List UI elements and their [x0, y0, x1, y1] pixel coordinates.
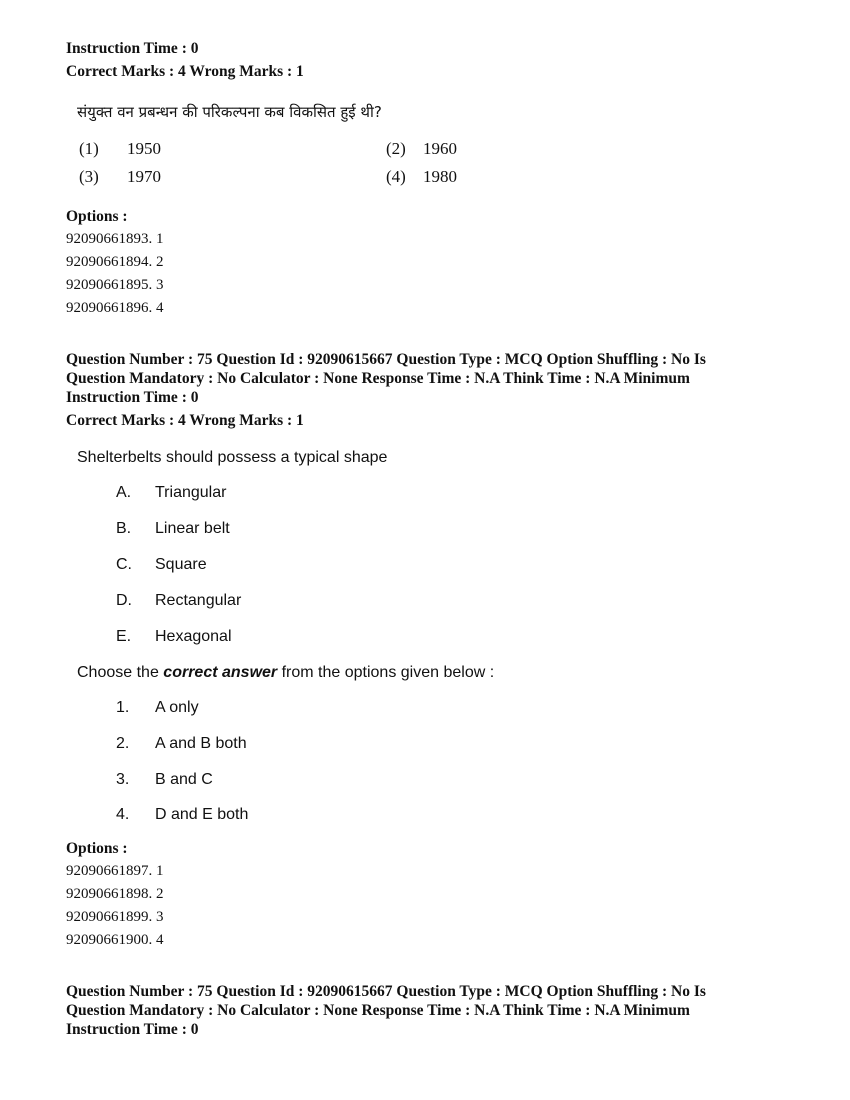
question-text-hindi: संयुक्त वन प्रबन्धन की परिकल्पना कब विकसित हुई थी?	[77, 103, 382, 121]
answer-number: 1.	[116, 699, 130, 716]
options-label: Options :	[66, 840, 128, 857]
question-header-line1: Question Number : 75 Question Id : 92090615667 Question Type : MCQ Option Shuffling : No Is	[66, 983, 706, 1000]
choose-suffix: from the options given below :	[281, 664, 495, 681]
options-label: Options :	[66, 208, 128, 225]
statement-text: Square	[155, 556, 207, 573]
statement-letter: C.	[116, 556, 132, 573]
answer-text: A and B both	[155, 735, 247, 752]
statement-text: Rectangular	[155, 592, 242, 609]
option-id: 92090661893. 1	[66, 231, 164, 247]
option-id: 92090661899. 3	[66, 909, 164, 925]
option-id: 92090661897. 1	[66, 863, 164, 879]
marks-line: Correct Marks : 4 Wrong Marks : 1	[66, 412, 304, 429]
question-header-line2: Question Mandatory : No Calculator : None Response Time : N.A Think Time : N.A Minimum	[66, 370, 690, 387]
question-header-line1: Question Number : 75 Question Id : 92090615667 Question Type : MCQ Option Shuffling : No Is	[66, 351, 706, 368]
instruction-time: Instruction Time : 0	[66, 1021, 199, 1038]
question-text: Shelterbelts should possess a typical shape	[77, 449, 388, 466]
statement-text: Linear belt	[155, 520, 230, 537]
choice-number: (1)	[79, 139, 99, 158]
choice-text: 1980	[423, 167, 457, 186]
instruction-time: Instruction Time : 0	[66, 389, 199, 406]
statement-letter: B.	[116, 520, 132, 537]
statement-letter: D.	[116, 592, 132, 609]
answer-number: 3.	[116, 771, 130, 788]
choose-instruction	[77, 664, 494, 682]
choice-number: (3)	[79, 167, 99, 186]
answer-text: B and C	[155, 771, 213, 788]
statement-text: Triangular	[155, 484, 227, 501]
choice-text: 1950	[127, 139, 161, 158]
choose-emphasis: correct answer	[163, 664, 278, 681]
statement-letter: E.	[116, 628, 132, 645]
choice-text: 1970	[127, 167, 161, 186]
question-header-line2: Question Mandatory : No Calculator : None Response Time : N.A Think Time : N.A Minimum	[66, 1002, 690, 1019]
answer-text: D and E both	[155, 806, 249, 823]
statement-text: Hexagonal	[155, 628, 232, 645]
option-id: 92090661894. 2	[66, 254, 164, 270]
answer-number: 4.	[116, 806, 130, 823]
option-id: 92090661896. 4	[66, 300, 164, 316]
option-id: 92090661900. 4	[66, 932, 164, 948]
option-id: 92090661898. 2	[66, 886, 164, 902]
answer-number: 2.	[116, 735, 130, 752]
choice-number: (4)	[386, 167, 406, 186]
choose-prefix: Choose the	[77, 664, 159, 681]
statement-letter: A.	[116, 484, 132, 501]
option-id: 92090661895. 3	[66, 277, 164, 293]
instruction-time: Instruction Time : 0	[66, 40, 199, 57]
answer-text: A only	[155, 699, 199, 716]
choice-number: (2)	[386, 139, 406, 158]
choice-text: 1960	[423, 139, 457, 158]
marks-line: Correct Marks : 4 Wrong Marks : 1	[66, 63, 304, 80]
